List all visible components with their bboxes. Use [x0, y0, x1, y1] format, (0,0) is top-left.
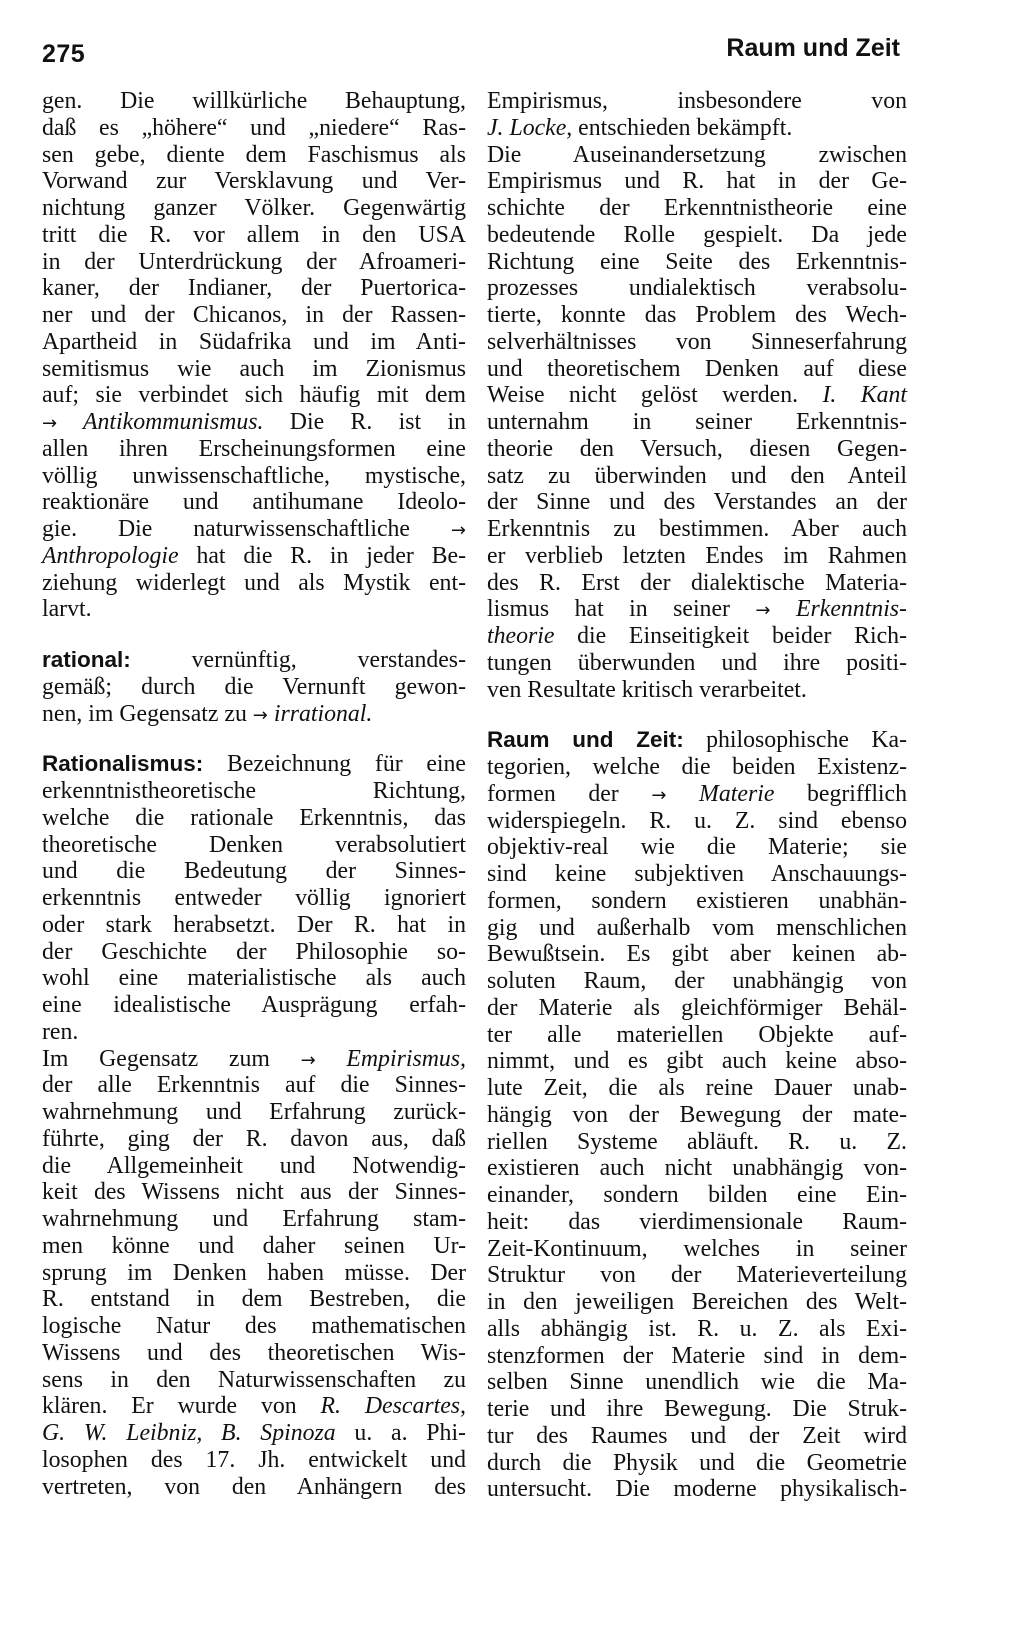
cross-reference-term: I. Kant [822, 382, 907, 409]
text-line: untersucht. Die moderne physikalisch- [487, 1476, 907, 1503]
text-line: Empirismus, insbesondere von [487, 88, 907, 114]
cross-reference-term: irrational. [267, 700, 373, 727]
text-line: lute Zeit, die als reine Dauer unab- [487, 1075, 907, 1101]
entry-headword: Rationalismus: [42, 751, 204, 777]
text-line: die Allgemeinheit und Notwendig- [42, 1152, 466, 1179]
cross-reference-term: Erkenntnis- [770, 596, 907, 623]
text-line: wahrnehmung und Erfahrung zurück- [42, 1099, 466, 1125]
text-line: der Geschichte der Philosophie so- [42, 938, 466, 965]
text-line [42, 516, 466, 543]
right-column [487, 88, 907, 1503]
text-line: Apartheid in Südafrika und im Anti- [42, 328, 466, 355]
text-line: Vorwand zur Versklavung und Ver- [42, 168, 466, 195]
text-line: Zeit-Kontinuum, welches in seiner [487, 1235, 907, 1262]
text-line: logische Natur des mathematischen [42, 1313, 466, 1339]
text-line: ren. [42, 1018, 79, 1045]
text-line: völlig unwissenschaftliche, mystische, [42, 462, 466, 489]
text-line [42, 409, 466, 436]
cross-reference-arrow-icon: → [450, 520, 466, 541]
text-line [42, 647, 466, 674]
text-line: nimmt, und es gibt auch keine abso- [487, 1048, 907, 1075]
text-line: daß es „höhere“ und „niedere“ Ras- [42, 114, 466, 141]
text-line: selverhältnisses von Sinneserfahrung [487, 328, 907, 355]
text-line: Erkenntnis zu bestimmen. Aber auch [487, 516, 907, 542]
text-line [42, 1393, 466, 1420]
text-line: sprung im Denken haben müsse. Der [42, 1259, 466, 1286]
text-line [487, 623, 907, 650]
text-line: welche die rationale Erkenntnis, das [42, 804, 466, 831]
paragraph-gap [42, 727, 466, 751]
paragraph-gap [487, 703, 907, 727]
text-line: larvt. [42, 596, 92, 623]
text-segment: Bezeichnung für eine [203, 751, 466, 778]
text-line: Empirismus und R. hat in der Ge- [487, 168, 907, 195]
text-line: semitismus wie auch im Zionismus [42, 355, 466, 382]
text-line: heit: das vierdimensionale Raum- [487, 1208, 907, 1235]
cross-reference-term: Empirismus, [315, 1045, 466, 1072]
text-line: erkenntnistheoretische Richtung, [42, 778, 466, 804]
cross-reference-term: Antikommunismus. [57, 409, 264, 435]
text-line: Bewußtsein. Es gibt aber keinen ab- [487, 941, 907, 968]
text-line: tierte, konnte das Problem des Wech- [487, 302, 907, 328]
text-line: soluten Raum, der unabhängig von [487, 968, 907, 994]
running-head: Raum und Zeit [726, 34, 900, 62]
text-line: terie und ihre Bewegung. Die Struk- [487, 1396, 907, 1422]
text-line: Wissens und des theoretischen Wis- [42, 1339, 466, 1366]
text-line [487, 115, 907, 142]
text-line [487, 727, 907, 754]
text-segment: die Einseitigkeit beider Rich- [554, 623, 907, 649]
text-line: existieren auch nicht unabhängig von- [487, 1155, 907, 1182]
text-segment: vernünftig, verstandes- [130, 647, 466, 673]
entry-headword: rational: [42, 647, 131, 672]
text-segment: hat die R. in jeder Be- [178, 542, 466, 569]
text-line: ziehung widerlegt und als Mystik ent- [42, 569, 466, 596]
text-line: prozesses undialektisch verabsolu- [487, 275, 907, 302]
cross-reference-term: Anthropologie [42, 542, 179, 569]
text-line: ven Resultate kritisch verarbeitet. [487, 676, 807, 703]
text-line: bedeutende Rolle gespielt. Da jede [487, 221, 907, 248]
cross-reference-arrow-icon: → [252, 704, 268, 726]
text-line: theorie den Versuch, diesen Gegen- [487, 435, 907, 462]
text-line: unternahm in seiner Erkenntnis- [487, 409, 907, 435]
text-line: des R. Erst der dialektische Materia- [487, 569, 907, 596]
text-line: gig und außerhalb vom menschlichen [487, 914, 907, 941]
text-segment: u. a. Phi- [335, 1420, 466, 1446]
text-line: der Materie als gleichförmiger Behäl- [487, 994, 907, 1021]
text-line [42, 751, 466, 778]
text-line: nichtung ganzer Völker. Gegenwärtig [42, 195, 466, 221]
text-line: oder stark herabsetzt. Der R. hat in [42, 911, 466, 938]
text-line: eine idealistische Ausprägung erfah- [42, 992, 466, 1018]
cross-reference-term: G. W. Leibniz, B. Spinoza [42, 1420, 336, 1446]
text-segment: nen, im Gegensatz zu [42, 700, 253, 727]
cross-reference-term: R. Descartes, [320, 1393, 466, 1420]
text-line: sen gebe, diente dem Faschismus als [42, 141, 466, 168]
text-line: auf; sie verbindet sich häufig mit dem [42, 382, 466, 409]
text-segment: gie. Die naturwissenschaftliche [42, 516, 451, 542]
text-line: der alle Erkenntnis auf die Sinnes- [42, 1072, 466, 1099]
cross-reference-term: theorie [487, 623, 555, 649]
text-line [42, 543, 466, 570]
text-segment: Die R. ist in [263, 409, 466, 435]
text-segment: begrifflich [774, 780, 908, 807]
text-line: tungen überwunden und ihre positi- [487, 649, 907, 676]
cross-reference-arrow-icon: → [755, 600, 771, 622]
text-line: selben Sinne unendlich wie die Ma- [487, 1369, 907, 1396]
text-segment: Weise nicht gelöst werden. [487, 382, 823, 409]
text-line: ter alle materiellen Objekte auf- [487, 1021, 907, 1048]
cross-reference-arrow-icon: → [300, 1049, 316, 1071]
text-line: sind keine subjektiven Anschauungs- [487, 861, 907, 887]
text-line: Die Auseinandersetzung zwischen [487, 141, 907, 168]
text-line: allen ihren Erscheinungsformen eine [42, 435, 466, 462]
text-line: erkenntnis entweder völlig ignoriert [42, 885, 466, 911]
text-line: widerspiegeln. R. u. Z. sind ebenso [487, 807, 907, 834]
text-line: er verblieb letzten Endes im Rahmen [487, 542, 907, 569]
text-segment: lismus hat in seiner [487, 596, 756, 623]
text-segment: philosophische Ka- [683, 727, 907, 754]
text-line: hängig von der Bewegung der mate- [487, 1101, 907, 1128]
left-column [42, 88, 466, 1500]
text-line: tur des Raumes und der Zeit wird [487, 1422, 907, 1449]
text-line: satz zu überwinden und den Anteil [487, 462, 907, 489]
text-segment: formen der [487, 780, 652, 807]
text-line: sens in den Naturwissenschaften zu [42, 1366, 466, 1393]
text-line [487, 382, 907, 409]
text-segment: entschieden bekämpft. [572, 114, 793, 141]
text-line [42, 1420, 466, 1447]
text-line [42, 1046, 466, 1073]
text-line [487, 781, 907, 808]
cross-reference-arrow-icon: → [651, 784, 667, 806]
text-line: führte, ging der R. davon aus, daß [42, 1125, 466, 1152]
text-line: in der Unterdrückung der Afroameri- [42, 248, 466, 275]
text-line: kaner, der Indianer, der Puertorica- [42, 275, 466, 302]
paragraph-gap [42, 623, 466, 647]
cross-reference-arrow-icon: → [42, 413, 58, 434]
text-line [42, 701, 466, 728]
text-line: und die Bedeutung der Sinnes- [42, 858, 466, 885]
cross-reference-term: J. Locke, [487, 114, 573, 141]
text-segment: Im Gegensatz zum [42, 1045, 301, 1072]
text-line: der Sinne und des Verstandes an der [487, 489, 907, 516]
text-line: stenzformen der Materie sind in dem- [487, 1342, 907, 1369]
text-line: in den jeweiligen Bereichen des Welt- [487, 1289, 907, 1315]
text-segment: klären. Er wurde von [42, 1393, 321, 1420]
entry-headword: Raum und Zeit: [487, 727, 684, 753]
text-line: vertreten, von den Anhängern des [42, 1473, 466, 1500]
text-line: und theoretischem Denken auf diese [487, 355, 907, 382]
text-line: einander, sondern bilden eine Ein- [487, 1182, 907, 1208]
text-line: gemäß; durch die Vernunft gewon- [42, 673, 466, 700]
text-line: Struktur von der Materieverteilung [487, 1262, 907, 1289]
cross-reference-term: Materie [666, 780, 775, 807]
text-line: tritt die R. vor allem in den USA [42, 221, 466, 248]
text-line: keit des Wissens nicht aus der Sinnes- [42, 1179, 466, 1206]
text-line: R. entstand in dem Bestreben, die [42, 1286, 466, 1313]
text-line: alls abhängig ist. R. u. Z. als Exi- [487, 1315, 907, 1342]
text-line: losophen des 17. Jh. entwickelt und [42, 1446, 466, 1473]
text-line: theoretische Denken verabsolutiert [42, 831, 466, 858]
text-line: objektiv-real wie die Materie; sie [487, 834, 907, 861]
text-line [487, 596, 907, 623]
text-line: Richtung eine Seite des Erkenntnis- [487, 248, 907, 275]
text-line: formen, sondern existieren unabhän- [487, 887, 907, 914]
text-line: reaktionäre und antihumane Ideolo- [42, 489, 466, 516]
text-line: wahrnehmung und Erfahrung stam- [42, 1206, 466, 1232]
page-number: 275 [42, 40, 86, 68]
text-line: riellen Systeme abläuft. R. u. Z. [487, 1128, 907, 1155]
text-line: tegorien, welche die beiden Existenz- [487, 754, 907, 780]
text-line: schichte der Erkenntnistheorie eine [487, 195, 907, 221]
text-line: ner und der Chicanos, in der Rassen- [42, 302, 466, 328]
text-line: durch die Physik und die Geometrie [487, 1449, 907, 1476]
text-line: wohl eine materialistische als auch [42, 965, 466, 992]
text-line: gen. Die willkürliche Behauptung, [42, 88, 466, 114]
text-line: men könne und daher seinen Ur- [42, 1232, 466, 1259]
